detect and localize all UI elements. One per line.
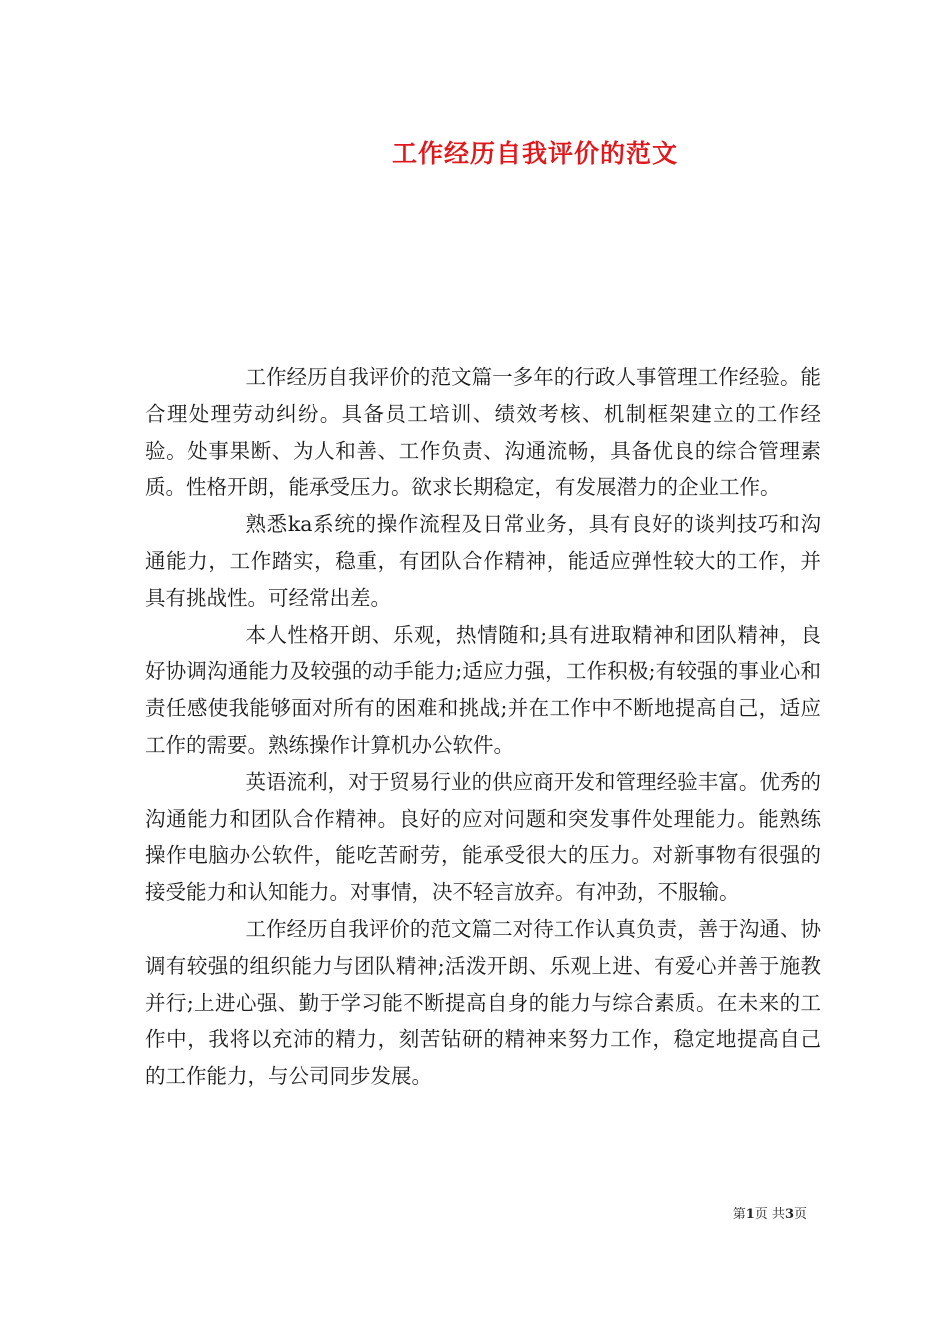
footer-suffix: 页 xyxy=(793,1207,807,1222)
page-number-footer xyxy=(733,1203,807,1222)
footer-current-page: 1 xyxy=(745,1207,755,1222)
paragraph-4: 英语流利，对于贸易行业的供应商开发和管理经验丰富。优秀的沟通能力和团队合作精神。良好的应对问题和突发事件处理能力。能熟练操作电脑办公软件，能吃苦耐劳，能承受很大的压力。对新事物有很强的接受能力和认知能力。对事情，决不轻言放弃。有冲劲，不服输。 xyxy=(145,769,821,905)
paragraph-5: 工作经历自我评价的范文篇二对待工作认真负责，善于沟通、协调有较强的组织能力与团队精神;活泼开朗、乐观上进、有爱心并善于施教并行;上进心强、勤于学习能不断提高自身的能力与综合素质。在未来的工作中，我将以充沛的精力，刻苦钻研的精神来努力工作，稳定地提高自己的工作能力，与公司同步发展。 xyxy=(145,916,821,1089)
document-body xyxy=(145,359,821,1095)
footer-middle: 页 共 xyxy=(754,1207,785,1222)
paragraph-3: 本人性格开朗、乐观，热情随和;具有进取精神和团队精神，良好协调沟通能力及较强的动手能力;适应力强，工作积极;有较强的事业心和责任感使我能够面对所有的困难和挑战;并在工作中不断地提高自己，适应工作的需要。熟练操作计算机办公软件。 xyxy=(145,622,821,757)
footer-total-pages: 3 xyxy=(784,1207,794,1222)
footer-prefix: 第 xyxy=(732,1207,746,1222)
paragraph-1: 工作经历自我评价的范文篇一多年的行政人事管理工作经验。能合理处理劳动纠纷。具备员工培训、绩效考核、机制框架建立的工作经验。处事果断、为人和善、工作负责、沟通流畅，具备优良的综合管理素质。性格开朗，能承受压力。欲求长期稳定，有发展潜力的企业工作。 xyxy=(145,365,821,500)
document-title: 工作经历自我评价的范文 xyxy=(391,139,678,168)
paragraph-2: 熟悉ka系统的操作流程及日常业务，具有良好的谈判技巧和沟通能力，工作踏实，稳重，有团队合作精神，能适应弹性较大的工作，并具有挑战性。可经常出差。 xyxy=(145,512,821,610)
